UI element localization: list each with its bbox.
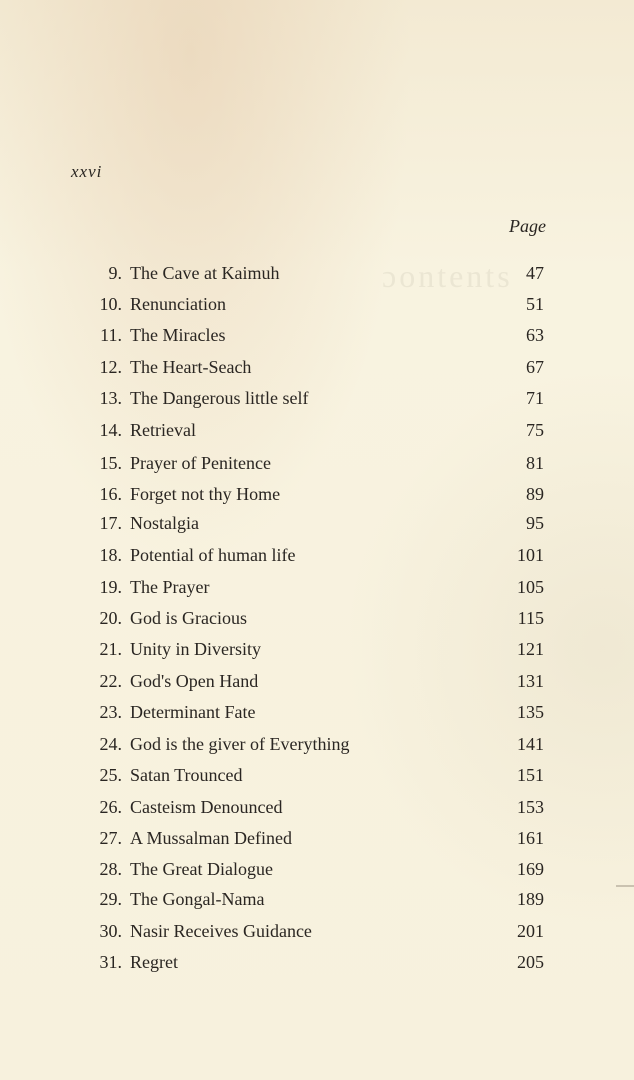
toc-entry-page: 153 bbox=[517, 797, 544, 817]
toc-entry-page: 75 bbox=[526, 420, 544, 440]
toc-entry-page: 105 bbox=[517, 577, 544, 597]
toc-entry-title: The Dangerous little self bbox=[130, 388, 309, 408]
toc-entry-page: 169 bbox=[517, 859, 544, 879]
toc-entry-page: 63 bbox=[526, 325, 544, 345]
toc-entry bbox=[0, 825, 634, 851]
toc-entry-page: 51 bbox=[526, 294, 544, 314]
toc-entry-page: 201 bbox=[517, 921, 544, 941]
toc-entry-title: Prayer of Penitence bbox=[130, 453, 271, 473]
toc-entry-title: The Miracles bbox=[130, 325, 226, 345]
toc-entry bbox=[0, 636, 634, 662]
toc-entry-page: 67 bbox=[526, 357, 544, 377]
toc-entry-title: The Cave at Kaimuh bbox=[130, 263, 280, 283]
toc-entry-title: Nasir Receives Guidance bbox=[130, 921, 312, 941]
toc-entry-page: 47 bbox=[526, 263, 544, 283]
toc-entry-number: 14. bbox=[99, 420, 122, 440]
toc-entry-page: 151 bbox=[517, 765, 544, 785]
toc-entry-page: 95 bbox=[526, 513, 544, 533]
toc-entry bbox=[0, 354, 634, 380]
toc-entry-title: The Gongal-Nama bbox=[130, 889, 265, 909]
toc-entry-number: 26. bbox=[99, 797, 122, 817]
toc-entry-page: 141 bbox=[517, 734, 544, 754]
toc-entry-number: 9. bbox=[108, 263, 122, 283]
toc-entry-number: 16. bbox=[99, 484, 122, 504]
toc-entry-number: 29. bbox=[99, 889, 122, 909]
toc-entry bbox=[0, 918, 634, 944]
toc-entry bbox=[0, 668, 634, 694]
toc-entry-title: Casteism Denounced bbox=[130, 797, 283, 817]
toc-entry-page: 161 bbox=[517, 828, 544, 848]
toc-entry-number: 25. bbox=[99, 765, 122, 785]
toc-entry-title: The Prayer bbox=[130, 577, 210, 597]
toc-entry-number: 17. bbox=[99, 513, 122, 533]
toc-entry bbox=[0, 886, 634, 912]
toc-entry bbox=[0, 510, 634, 536]
toc-entry-number: 19. bbox=[99, 577, 122, 597]
page-column-heading: Page bbox=[509, 216, 546, 236]
toc-entry-title: Regret bbox=[130, 952, 178, 972]
toc-entry bbox=[0, 450, 634, 476]
toc-entry bbox=[0, 699, 634, 725]
toc-entry-page: 115 bbox=[517, 608, 544, 628]
toc-entry bbox=[0, 949, 634, 975]
toc-entry bbox=[0, 762, 634, 788]
toc-entry-title: Determinant Fate bbox=[130, 702, 256, 722]
toc-entry bbox=[0, 417, 634, 443]
toc-entry bbox=[0, 731, 634, 757]
toc-entry-title: God's Open Hand bbox=[130, 671, 259, 691]
toc-entry-title: Retrieval bbox=[130, 420, 196, 440]
toc-entry bbox=[0, 291, 634, 317]
toc-entry-page: 101 bbox=[517, 545, 544, 565]
toc-entry bbox=[0, 574, 634, 600]
toc-entry-number: 18. bbox=[99, 545, 122, 565]
toc-entry-number: 28. bbox=[99, 859, 122, 879]
toc-entry-page: 205 bbox=[517, 952, 544, 972]
toc-entry-page: 81 bbox=[526, 453, 544, 473]
toc-entry-title: Unity in Diversity bbox=[130, 639, 261, 659]
toc-entry-title: A Mussalman Defined bbox=[130, 828, 292, 848]
toc-entry bbox=[0, 605, 634, 631]
toc-entry-number: 12. bbox=[99, 357, 122, 377]
toc-entry-title: Forget not thy Home bbox=[130, 484, 281, 504]
toc-entry bbox=[0, 481, 634, 507]
toc-entry-number: 10. bbox=[99, 294, 122, 314]
toc-entry-number: 30. bbox=[99, 921, 122, 941]
page-folio: xxvi bbox=[71, 162, 103, 181]
toc-entry bbox=[0, 385, 634, 411]
toc-entry-page: 131 bbox=[517, 671, 544, 691]
toc-entry-number: 31. bbox=[99, 952, 122, 972]
toc-entry bbox=[0, 542, 634, 568]
toc-entry-number: 22. bbox=[99, 671, 122, 691]
toc-entry-number: 27. bbox=[99, 828, 122, 848]
toc-entry-number: 13. bbox=[99, 388, 122, 408]
toc-entry-title: God is Gracious bbox=[130, 608, 247, 628]
toc-entry-number: 24. bbox=[99, 734, 122, 754]
toc-entry-title: Nostalgia bbox=[130, 513, 199, 533]
toc-entry bbox=[0, 322, 634, 348]
toc-entry-number: 15. bbox=[99, 453, 122, 473]
toc-entry-page: 89 bbox=[526, 484, 544, 504]
toc-entry-title: The Heart-Seach bbox=[130, 357, 252, 377]
toc-entry-page: 121 bbox=[517, 639, 544, 659]
toc-entry-page: 71 bbox=[526, 388, 544, 408]
toc-entry-page: 135 bbox=[517, 702, 544, 722]
toc-entry-title: Renunciation bbox=[130, 294, 226, 314]
toc-entry bbox=[0, 260, 634, 286]
toc-entry-title: God is the giver of Everything bbox=[130, 734, 350, 754]
toc-entry bbox=[0, 856, 634, 882]
show-through-text: ɔontents bbox=[382, 258, 513, 294]
toc-entry-page: 189 bbox=[517, 889, 544, 909]
toc-entry-number: 21. bbox=[99, 639, 122, 659]
toc-entry-number: 23. bbox=[99, 702, 122, 722]
toc-entry-number: 11. bbox=[100, 325, 122, 345]
toc-entry-title: Satan Trounced bbox=[130, 765, 243, 785]
toc-entry-title: Potential of human life bbox=[130, 545, 296, 565]
toc-entry bbox=[0, 794, 634, 820]
toc-entry-title: The Great Dialogue bbox=[130, 859, 273, 879]
toc-entry-number: 20. bbox=[99, 608, 122, 628]
